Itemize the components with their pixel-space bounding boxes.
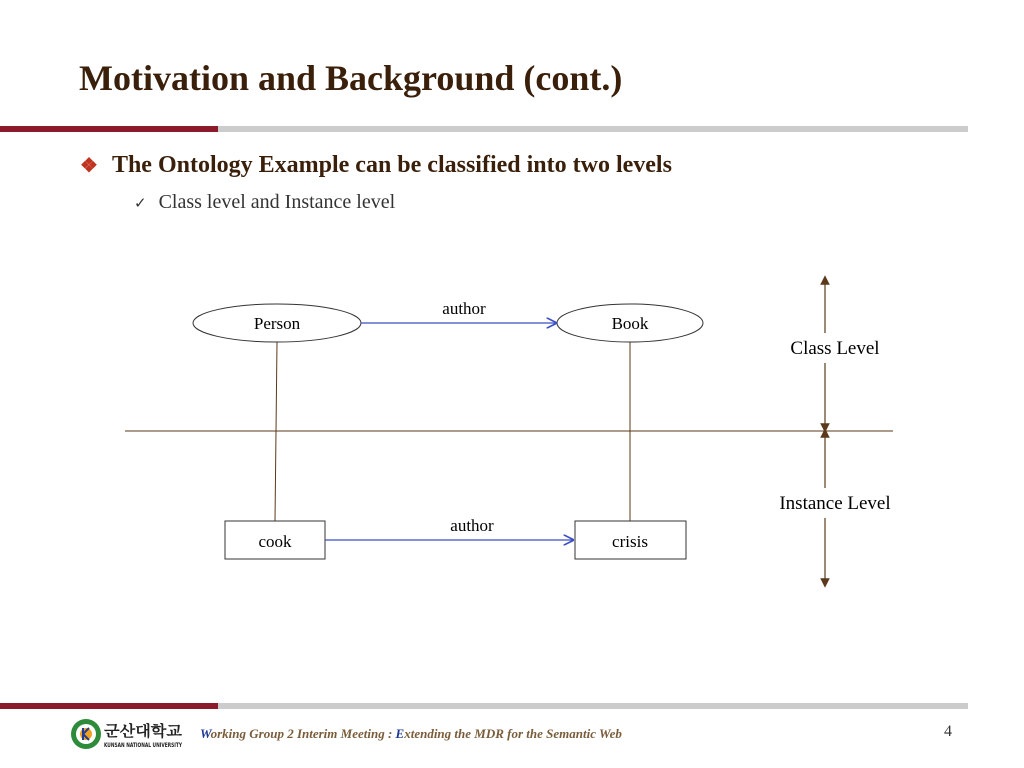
class-edge-label: author: [442, 299, 486, 318]
footer-meeting-rest: orking Group 2 Interim Meeting :: [210, 726, 396, 741]
diamond-cluster-icon: ❖: [80, 155, 98, 177]
checkmark-icon: ✓: [134, 196, 147, 212]
university-logo: [70, 716, 186, 752]
bottom-rule-gray: [218, 703, 968, 709]
page-number: 4: [944, 723, 952, 740]
class-node-book-label: Book: [611, 314, 649, 333]
slide-title: Motivation and Background (cont.): [79, 58, 623, 98]
class-node-person-label: Person: [253, 314, 301, 333]
footer-meeting-initial: W: [200, 726, 211, 741]
instance-node-cook-label: cook: [258, 532, 292, 551]
instance-level-label: Instance Level: [779, 493, 891, 514]
class-level-label: Class Level: [790, 338, 880, 359]
footer-topic-initial: E: [395, 726, 405, 741]
logo-korean-text: 군산대학교: [104, 722, 183, 740]
sub-bullet-text: Class level and Instance level: [158, 191, 396, 213]
instance-edge-label: author: [450, 516, 494, 535]
bullet-text: The Ontology Example can be classified into two levels: [111, 152, 672, 178]
footer-text: [200, 726, 622, 742]
logo-english-text: KUNSAN NATIONAL UNIVERSITY: [104, 742, 183, 749]
instance-node-crisis-label: crisis: [612, 532, 648, 551]
footer-topic-rest: xtending the MDR for the Semantic Web: [404, 726, 622, 741]
bottom-rule-accent: [0, 703, 218, 709]
